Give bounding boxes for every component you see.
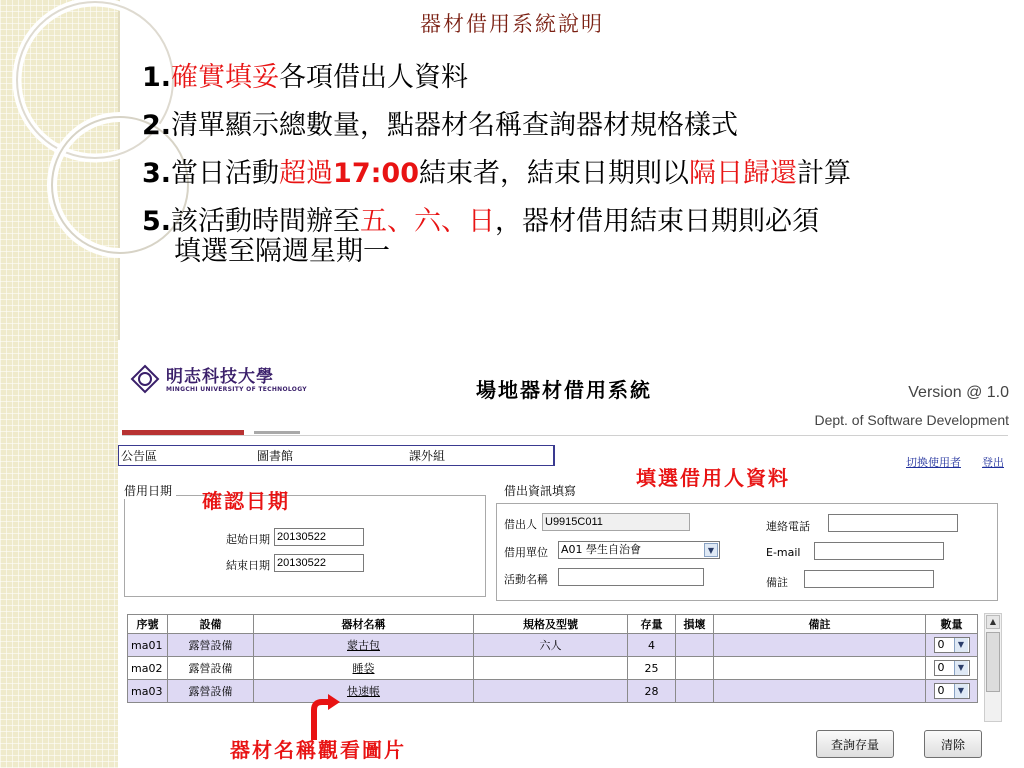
quantity-select[interactable] [934, 683, 970, 699]
row-category: 露營設備 [168, 634, 254, 657]
instruction-text: 該活動時間辦至 [171, 206, 361, 237]
email-label: E-mail [766, 546, 801, 559]
row-name-cell [254, 657, 474, 680]
phone-input[interactable] [828, 514, 958, 532]
start-date-label: 起始日期 [226, 533, 270, 546]
switch-user-link[interactable]: 切換使用者 [906, 456, 961, 469]
instruction-text: 當日活動 [171, 158, 280, 189]
quantity-select[interactable] [934, 660, 970, 676]
row-stock: 25 [628, 657, 676, 680]
annotation-view-picture: 器材名稱觀看圖片 [230, 738, 406, 762]
logout-link[interactable]: 登出 [982, 456, 1004, 469]
col-header-id: 序號 [128, 615, 168, 634]
row-name-cell [254, 680, 474, 703]
nav-item-extracurricular[interactable]: 課外組 [409, 449, 446, 463]
chevron-down-icon: ▼ [954, 684, 968, 698]
borrowing-unit-label: 借用單位 [504, 546, 548, 559]
highlighted-text: 隔週星期一 [255, 236, 390, 267]
annotation-fill-borrower: 填選借用人資料 [636, 466, 790, 490]
row-id: ma02 [128, 657, 168, 680]
instruction-text: 填選至 [174, 236, 255, 267]
note-label: 備註 [766, 576, 788, 589]
row-note [714, 657, 926, 680]
scrollbar-thumb[interactable] [986, 632, 1000, 692]
instruction-item [142, 54, 851, 102]
highlighted-text: 超過 [279, 158, 334, 189]
phone-label: 連絡電話 [766, 520, 810, 533]
date-panel [124, 495, 486, 597]
borrower-input[interactable] [542, 513, 690, 531]
chevron-up-icon[interactable]: ▲ [986, 615, 1000, 629]
instruction-list [142, 54, 851, 266]
row-category: 露營設備 [168, 657, 254, 680]
borrower-label: 借出人 [504, 518, 537, 531]
highlighted-text: 隔日歸還 [689, 158, 797, 189]
header-secondary-bar [254, 431, 300, 434]
equipment-table [127, 614, 978, 703]
row-id: ma01 [128, 634, 168, 657]
annotation-confirm-date: 確認日期 [202, 489, 290, 513]
note-input[interactable] [804, 570, 934, 588]
row-note [714, 634, 926, 657]
row-qty-cell [926, 680, 978, 703]
instruction-text: 清單顯示總數量，點器材名稱查詢器材規格樣式 [171, 110, 739, 141]
table-row [128, 680, 978, 703]
equipment-name-link[interactable]: 快速帳 [347, 685, 380, 698]
row-note [714, 680, 926, 703]
chevron-down-icon: ▼ [954, 661, 968, 675]
row-stock: 4 [628, 634, 676, 657]
department-label: Dept. of Software Development [814, 412, 1009, 428]
instruction-text: 結束者，結束日期則以 [419, 158, 689, 189]
chevron-down-icon: ▼ [704, 543, 718, 557]
university-logo [130, 362, 330, 402]
university-seal-icon [130, 364, 160, 394]
system-title: 場地器材借用系統 [476, 378, 652, 402]
row-spec: 六人 [474, 634, 628, 657]
query-stock-button[interactable]: 查詢存量 [816, 730, 894, 758]
table-row [128, 657, 978, 680]
nav-item-announcements[interactable]: 公告區 [121, 449, 158, 463]
row-spec [474, 657, 628, 680]
equipment-name-link[interactable]: 蒙古包 [347, 639, 380, 652]
col-header-damaged: 損壞 [676, 615, 714, 634]
borrowing-unit-value: A01 學生自治會 [561, 543, 642, 556]
instruction-number: 3. [142, 158, 172, 189]
table-header-row [128, 615, 978, 634]
col-header-stock: 存量 [628, 615, 676, 634]
instruction-number: 5. [142, 206, 172, 237]
col-header-note: 備註 [714, 615, 926, 634]
row-name-cell [254, 634, 474, 657]
instruction-number: 1. [142, 62, 172, 93]
email-input[interactable] [814, 542, 944, 560]
instruction-text: ，器材借用結束日期則必須 [495, 206, 820, 237]
row-damaged [676, 657, 714, 680]
header-divider [122, 435, 1008, 436]
main-nav [118, 445, 555, 466]
row-spec [474, 680, 628, 703]
col-header-name: 器材名稱 [254, 615, 474, 634]
borrowing-unit-select[interactable] [558, 541, 720, 559]
quantity-value: 0 [937, 638, 945, 651]
activity-name-label: 活動名稱 [504, 573, 548, 586]
row-id: ma03 [128, 680, 168, 703]
highlighted-text: 17:00 [333, 158, 419, 189]
quantity-value: 0 [937, 661, 945, 674]
highlighted-text: 五、六、日 [360, 206, 496, 237]
activity-name-input[interactable] [558, 568, 704, 586]
row-category: 露營設備 [168, 680, 254, 703]
chevron-down-icon: ▼ [954, 638, 968, 652]
instruction-text: 各項借出人資料 [279, 62, 469, 93]
instruction-number: 2. [142, 110, 172, 141]
university-name: 明志科技大學 [166, 367, 274, 387]
row-qty-cell [926, 657, 978, 680]
start-date-input[interactable] [274, 528, 364, 546]
university-name-en: MINGCHI UNIVERSITY OF TECHNOLOGY [166, 386, 307, 393]
instruction-text: 計算 [797, 158, 851, 189]
col-header-spec: 規格及型號 [474, 615, 628, 634]
end-date-label: 結束日期 [226, 559, 270, 572]
row-qty-cell [926, 634, 978, 657]
end-date-input[interactable] [274, 554, 364, 572]
row-damaged [676, 634, 714, 657]
clear-button[interactable]: 清除 [924, 730, 982, 758]
equipment-name-link[interactable]: 睡袋 [352, 662, 375, 675]
instruction-item [142, 150, 851, 198]
slide-title: 器材借用系統說明 [420, 12, 604, 36]
quantity-value: 0 [937, 684, 945, 697]
version-label: Version @ 1.0 [908, 384, 1009, 401]
nav-item-library[interactable]: 圖書館 [257, 449, 294, 463]
quantity-select[interactable] [934, 637, 970, 653]
col-header-category: 設備 [168, 615, 254, 634]
col-header-qty: 數量 [926, 615, 978, 634]
table-row [128, 634, 978, 657]
instruction-item [142, 102, 851, 150]
date-panel-heading: 借用日期 [124, 482, 176, 499]
row-damaged [676, 680, 714, 703]
row-stock: 28 [628, 680, 676, 703]
highlighted-text: 確實填妥 [171, 62, 280, 93]
borrower-info-heading: 借出資訊填寫 [504, 484, 577, 498]
table-scrollbar[interactable] [984, 613, 1002, 722]
app-screenshot [118, 340, 1024, 768]
